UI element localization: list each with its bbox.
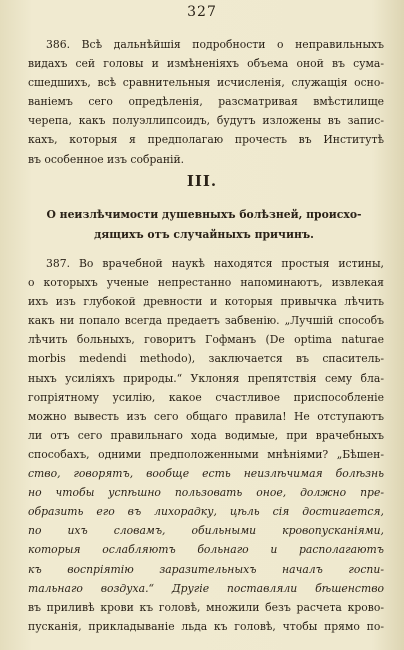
- paragraph-387: [28, 254, 384, 636]
- text-line: morbis medendi methodo), заключается въ спаситель-: [28, 352, 384, 366]
- text-line: ныхъ усиліяхъ природы.“ Уклоняя препятствія сему бла-: [28, 371, 384, 385]
- text-line: 386. Всѣ дальнѣйшія подробности о неправильныхъ: [46, 38, 384, 51]
- text-line: видахъ сей головы и измѣненіяхъ объема оной въ сума-: [28, 57, 384, 71]
- text-line-italic: по ихъ словамъ, обильными кровопусканіями,: [28, 524, 384, 538]
- text-line: можно вывесть изъ сего общаго правила! Не отступаютъ: [28, 409, 384, 423]
- text-line: кахъ, которыя я предполагаю прочесть въ Институтѣ: [28, 133, 384, 147]
- text-line: какъ ни попало всегда предаетъ забвенію. „Лучшій способъ: [28, 314, 384, 328]
- text-line: въ особенное изъ собраній.: [28, 152, 185, 166]
- page-number: 327: [187, 4, 217, 20]
- text-line: въ приливѣ крови къ головѣ, множили безъ расчета крово-: [28, 600, 384, 614]
- text-line: ли отъ сего правильнаго хода водимые, при врачебныхъ: [28, 428, 384, 442]
- text-line: ихъ изъ глубокой древности и которыя привычка лѣчить: [28, 295, 384, 309]
- text-line-italic: образить его въ лихорадку, цѣль сія достигается,: [28, 505, 384, 519]
- text-line: сшедшихъ, всѣ сравнительныя исчисленія, служащія осно-: [28, 76, 384, 90]
- text-line-italic: но чтобы успѣшно пользовать оное, должно пре-: [28, 486, 384, 500]
- section-number: III.: [186, 172, 218, 190]
- text-line-italic: тальнаго воздуха.“ Другіе поставляли бѣшенство: [28, 581, 384, 595]
- text-line: черепа, какъ полуэллипсоидъ, будутъ изложены въ запис-: [28, 114, 384, 128]
- text-line: 387. Во врачебной наукѣ находятся простыя истины,: [46, 257, 384, 270]
- text-line: пусканія, прикладываніе льда къ головѣ, чтобы прямо по-: [28, 619, 384, 633]
- section-title: [24, 205, 384, 245]
- section-title-line: дящихъ отъ случайныхъ причинъ.: [94, 228, 314, 241]
- text-line-italic: которыя ослабляютъ больнаго и располагаютъ: [28, 543, 384, 557]
- text-line-italic: къ воспріятію заразительныхъ началъ госпи-: [28, 562, 384, 576]
- text-line: о которыхъ ученые непрестанно напоминаютъ, извлекая: [28, 276, 384, 290]
- text-line: гопріятному усилію, какое счастливое приспособленіе: [28, 390, 384, 404]
- section-title-line: О неизлѣчимости душевныхъ болѣзней, происхо-: [46, 208, 362, 221]
- text-line: лѣчить больныхъ, говоритъ Гофманъ (De optima naturae: [28, 333, 384, 347]
- paragraph-386: [28, 35, 384, 169]
- text-line: способахъ, одними предположенными мнѣніями? „Бѣшен-: [28, 447, 384, 461]
- text-line: ваніемъ сего опредѣленія, разсматривая вмѣстилище: [28, 95, 384, 109]
- text-line-italic: ство, говорятъ, вообще есть неизлѣчимая болѣзнь: [28, 467, 384, 481]
